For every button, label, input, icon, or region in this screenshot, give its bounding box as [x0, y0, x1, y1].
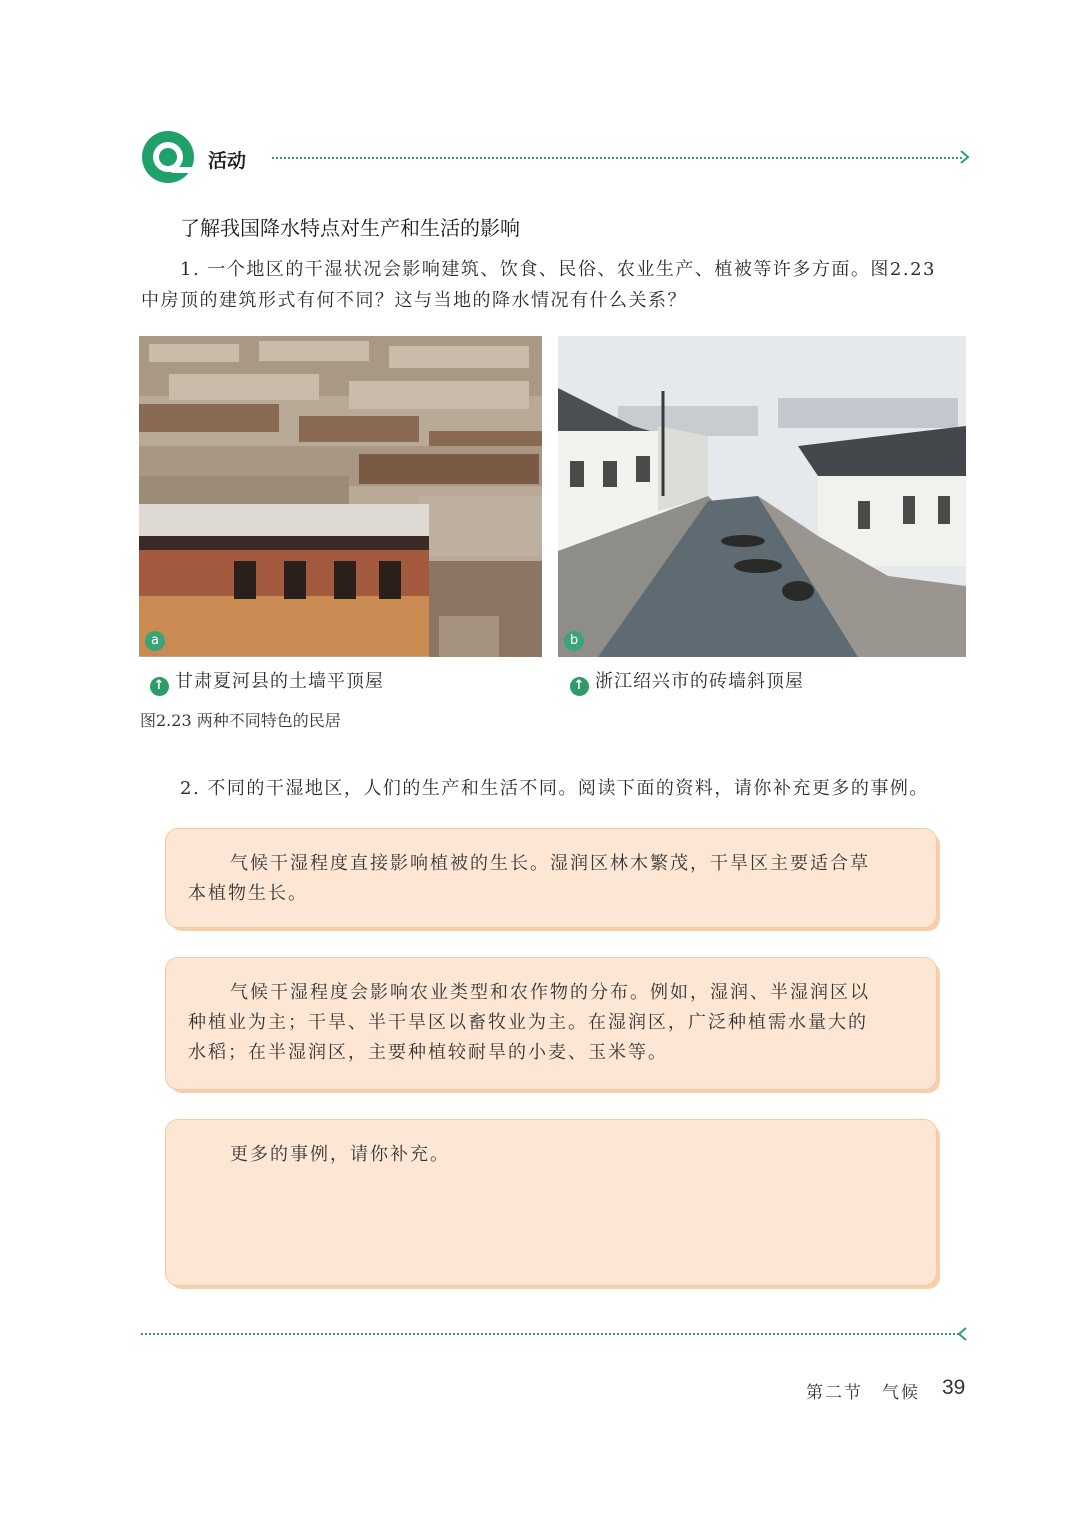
page-number: 39 — [942, 1376, 966, 1399]
arrow-up-icon: ↑ — [150, 677, 169, 696]
arrow-up-icon: ↑ — [570, 677, 589, 696]
photo-b-marker: b — [564, 631, 584, 651]
box-line: 更多的事例，请你补充。 — [230, 1144, 450, 1165]
caption-b-text: 浙江绍兴市的砖墙斜顶屋 — [595, 671, 804, 692]
info-box-more-examples — [166, 1120, 936, 1285]
info-box-text — [188, 849, 916, 909]
activity-label: 活动 — [208, 150, 247, 172]
question2: 2. 不同的干湿地区，人们的生产和生活不同。阅读下面的资料，请你补充更多的事例。 — [180, 778, 929, 799]
photo-a-marker: a — [145, 631, 165, 651]
figure-title: 图2.23 两种不同特色的民居 — [140, 711, 341, 730]
caption-a — [150, 667, 384, 696]
box-line: 水稻；在半湿润区，主要种植较耐旱的小麦、玉米等。 — [188, 1042, 668, 1063]
info-box-vegetation — [166, 829, 936, 927]
question1-line1: 1. 一个地区的干湿状况会影响建筑、饮食、民俗、农业生产、植被等许多方面。图2.23 — [180, 259, 936, 280]
info-box-text — [188, 1140, 916, 1170]
box-line: 气候干湿程度会影响农业类型和农作物的分布。例如，湿润、半湿润区以 — [230, 982, 870, 1003]
activity-icon — [141, 130, 195, 184]
activity-title: 了解我国降水特点对生产和生活的影响 — [180, 216, 520, 240]
box-line: 本植物生长。 — [188, 883, 308, 904]
footer-section-title: 第二节 气候 — [806, 1383, 920, 1403]
chevron-left-icon — [955, 1325, 969, 1343]
caption-b — [570, 667, 804, 696]
photo-sloped-roof-houses — [558, 336, 966, 657]
box-line: 气候干湿程度直接影响植被的生长。湿润区林木繁茂，干旱区主要适合草 — [230, 853, 870, 874]
chevron-right-icon — [958, 148, 972, 166]
caption-a-text: 甘肃夏河县的土墙平顶屋 — [175, 671, 384, 692]
info-box-agriculture — [166, 958, 936, 1089]
info-box-text — [188, 978, 916, 1068]
question1-line2: 中房顶的建筑形式有何不同？这与当地的降水情况有什么关系？ — [141, 290, 687, 311]
header-divider — [272, 157, 962, 159]
box-line: 种植业为主；干旱、半干旱区以畜牧业为主。在湿润区，广泛种植需水量大的 — [188, 1012, 868, 1033]
photo-flat-roof-houses — [139, 336, 542, 657]
footer-divider — [141, 1333, 959, 1335]
